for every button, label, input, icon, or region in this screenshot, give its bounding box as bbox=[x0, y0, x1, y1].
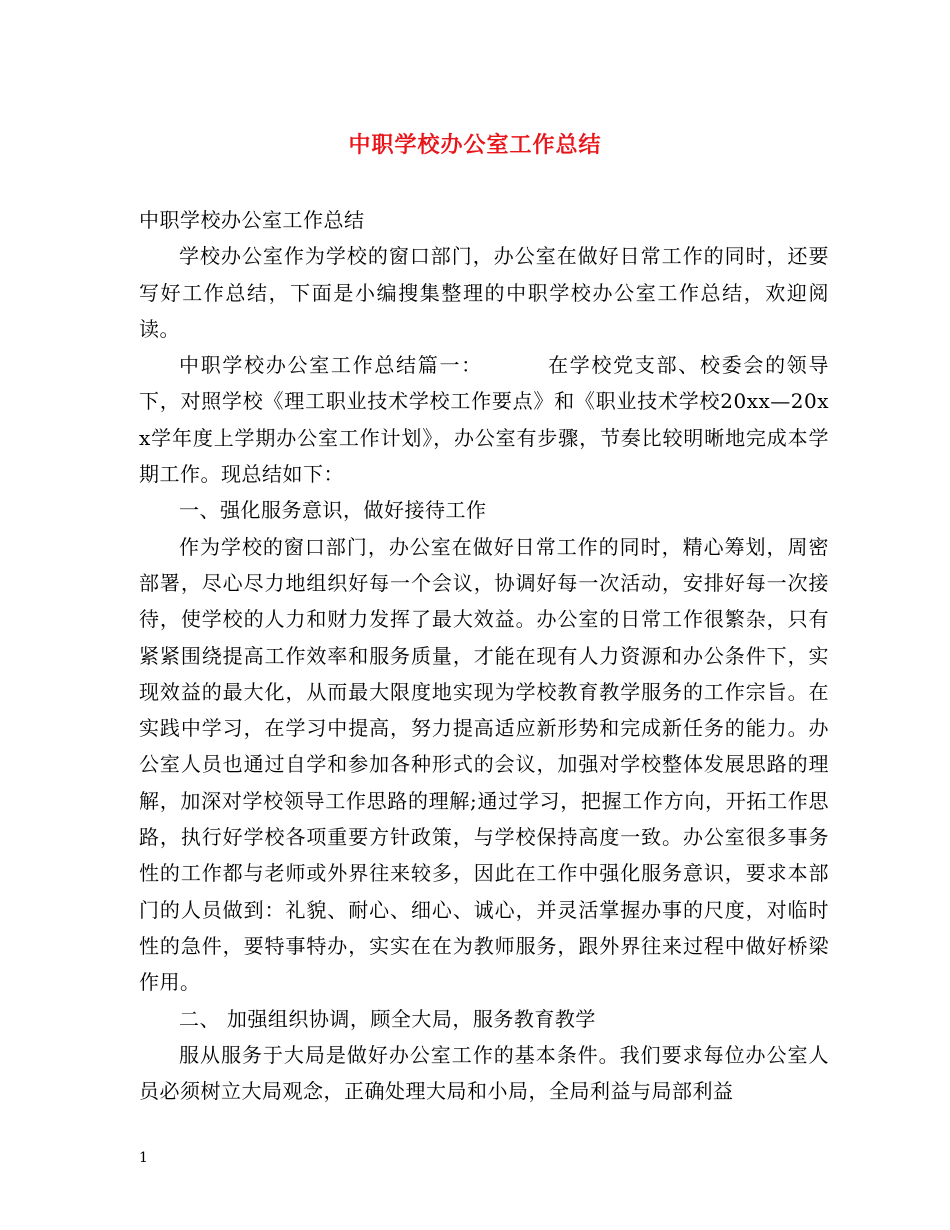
part-one-label: 中职学校办公室工作总结篇一： bbox=[179, 353, 483, 378]
page-number: 1 bbox=[139, 1150, 148, 1166]
section-one-heading: 一、强化服务意识，做好接待工作 bbox=[179, 498, 487, 523]
section-two-heading: 二、 加强组织协调，顾全大局，服务教育教学 bbox=[179, 1006, 596, 1031]
section-two-paragraph: 服从服务于大局是做好办公室工作的基本条件。我们要求每位办公室人员必须树立大局观念，正确处理大局和小局，全局利益与局部利益 bbox=[139, 1042, 829, 1104]
part-one-paragraph bbox=[139, 347, 829, 492]
document-title: 中职学校办公室工作总结 bbox=[348, 133, 602, 158]
document-body bbox=[139, 202, 829, 1109]
section-one-paragraph: 作为学校的窗口部门，办公室在做好日常工作的同时，精心筹划，周密部署，尽心尽力地组织好每一个会议，协调好每一次活动，安排好每一次接待，使学校的人力和财力发挥了最大效益。办公室的日常工作很繁杂，只有紧紧围绕提高工作效率和服务质量，才能在现有人力资源和办公条件下，实现效益的最大化，从而最大限度地实现为学校教育教学服务的工作宗旨。在实践中学习，在学习中提高，努力提高适应新形势和完成新任务的能力。办公室人员也通过自学和参加各种形式的会议，加强对学校整体发展思路的理解，加深对学校领导工作思路的理解;通过学习，把握工作方向，开拓工作思路，执行好学校各项重要方针政策，与学校保持高度一致。办公室很多事务性的工作都与老师或外界往来较多，因此在工作中强化服务意识，要求本部门的人员做到：礼貌、耐心、细心、诚心，并灵活掌握办事的尺度，对临时性的急件，要特事特办，实实在在为教师服务，跟外界往来过程中做好桥梁作用。 bbox=[139, 534, 829, 995]
intro-paragraph: 学校办公室作为学校的窗口部门，办公室在做好日常工作的同时，还要写好工作总结，下面是小编搜集整理的中职学校办公室工作总结，欢迎阅读。 bbox=[139, 244, 829, 341]
document-subtitle: 中职学校办公室工作总结 bbox=[139, 208, 365, 232]
part-one-text: 在学校党支部、校委会的领导下，对照学校《理工职业技术学校工作要点》和《职业技术学校20xx—20xx学年度上学期办公室工作计划》，办公室有步骤，节奏比较明晰地完成本学期工作。现总结如下： bbox=[139, 353, 830, 487]
